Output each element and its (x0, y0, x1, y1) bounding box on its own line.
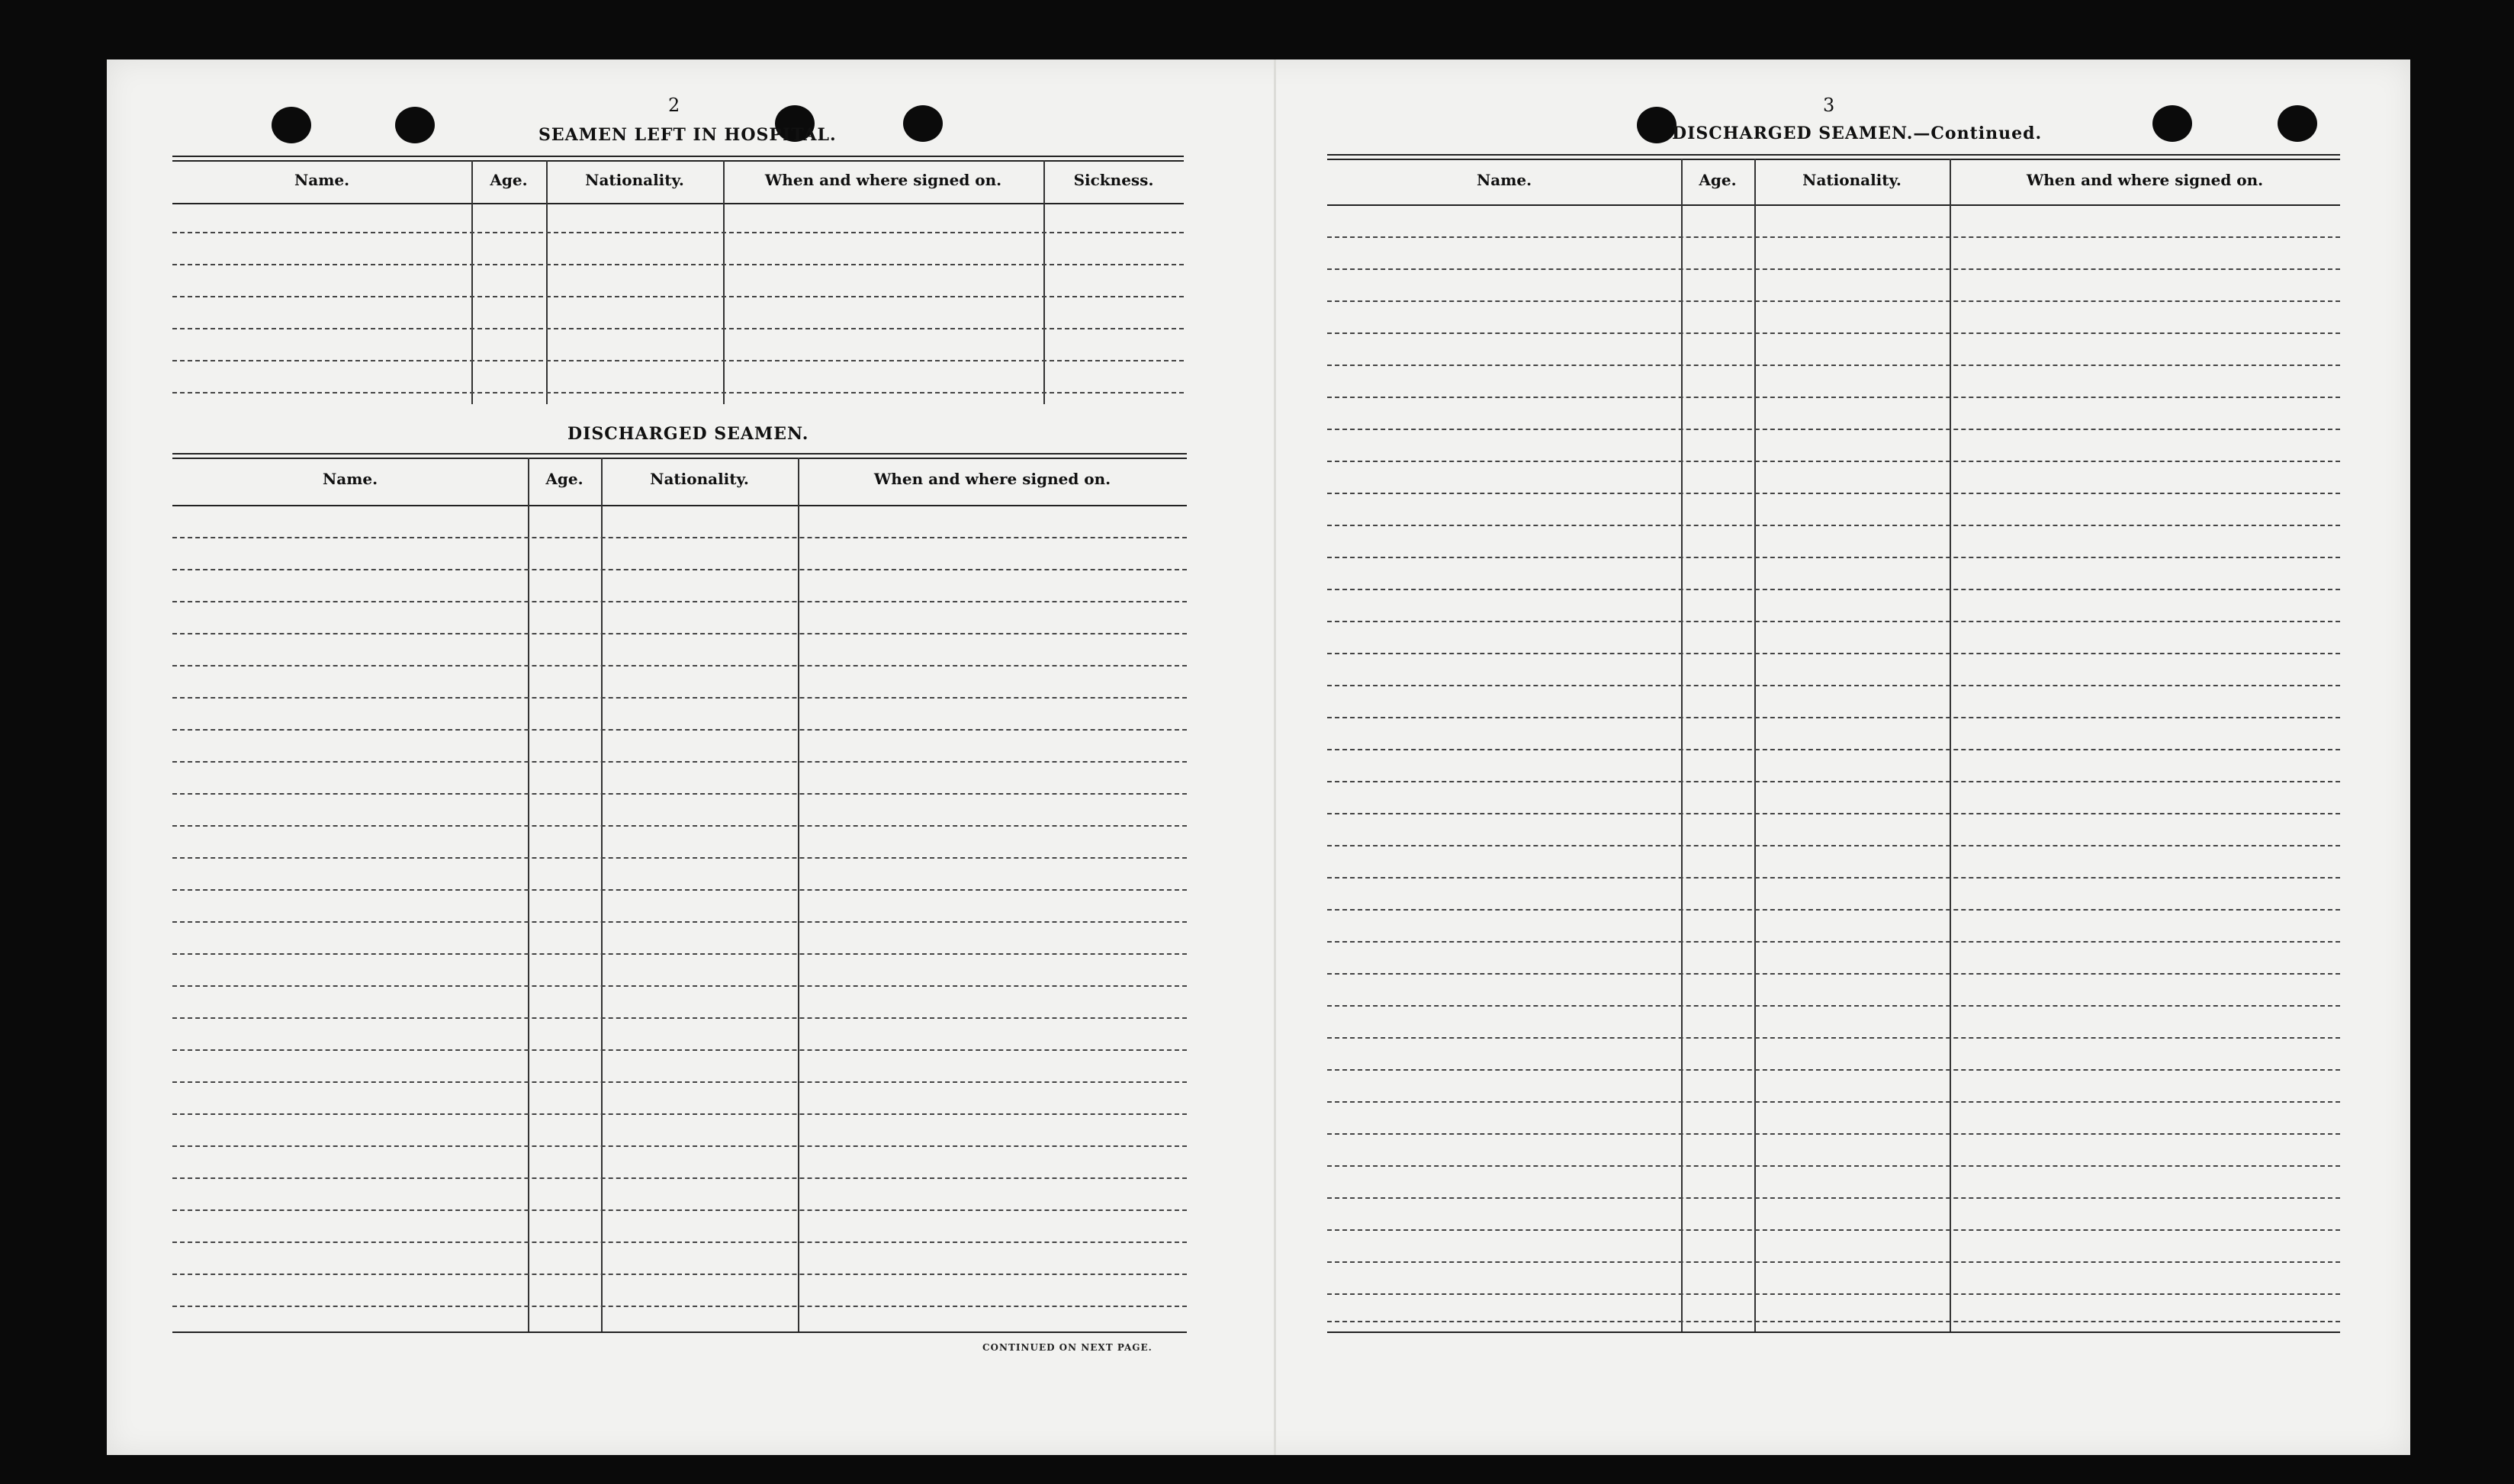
page-number-right: 3 (1823, 95, 1835, 116)
punch-hole (903, 105, 943, 142)
hospital-table (172, 156, 1184, 407)
hospital-col-sickness: Sickness. (1073, 171, 1154, 189)
continued-col-nationality: Nationality. (1802, 171, 1902, 189)
hospital-col-nationality: Nationality. (585, 171, 684, 189)
punch-hole (2152, 105, 2192, 142)
discharged-col-signed-on: When and where signed on. (873, 470, 1111, 488)
discharged-continued-title: DISCHARGED SEAMEN.—Continued. (1672, 124, 2043, 143)
continued-col-name: Name. (1476, 171, 1532, 189)
discharged-table-right (1327, 154, 2340, 1335)
discharged-col-name: Name. (322, 470, 378, 488)
hospital-section-title: SEAMEN LEFT IN HOSPITAL. (538, 125, 837, 145)
punch-hole (272, 107, 311, 143)
discharged-section-title: DISCHARGED SEAMEN. (567, 424, 809, 444)
page-fold (1274, 59, 1276, 1455)
punch-hole (2278, 105, 2317, 142)
page-number-left: 2 (668, 95, 680, 116)
discharged-col-age: Age. (545, 470, 583, 488)
hospital-col-signed-on: When and where signed on. (764, 171, 1002, 189)
punch-hole (395, 107, 435, 143)
continued-col-signed-on: When and where signed on. (2026, 171, 2264, 189)
continued-footer: CONTINUED ON NEXT PAGE. (982, 1342, 1153, 1353)
discharged-table-left (172, 453, 1187, 1339)
hospital-col-age: Age. (490, 171, 528, 189)
hospital-col-name: Name. (294, 171, 350, 189)
continued-col-age: Age. (1699, 171, 1737, 189)
discharged-col-nationality: Nationality. (650, 470, 749, 488)
punch-hole (1637, 107, 1677, 143)
